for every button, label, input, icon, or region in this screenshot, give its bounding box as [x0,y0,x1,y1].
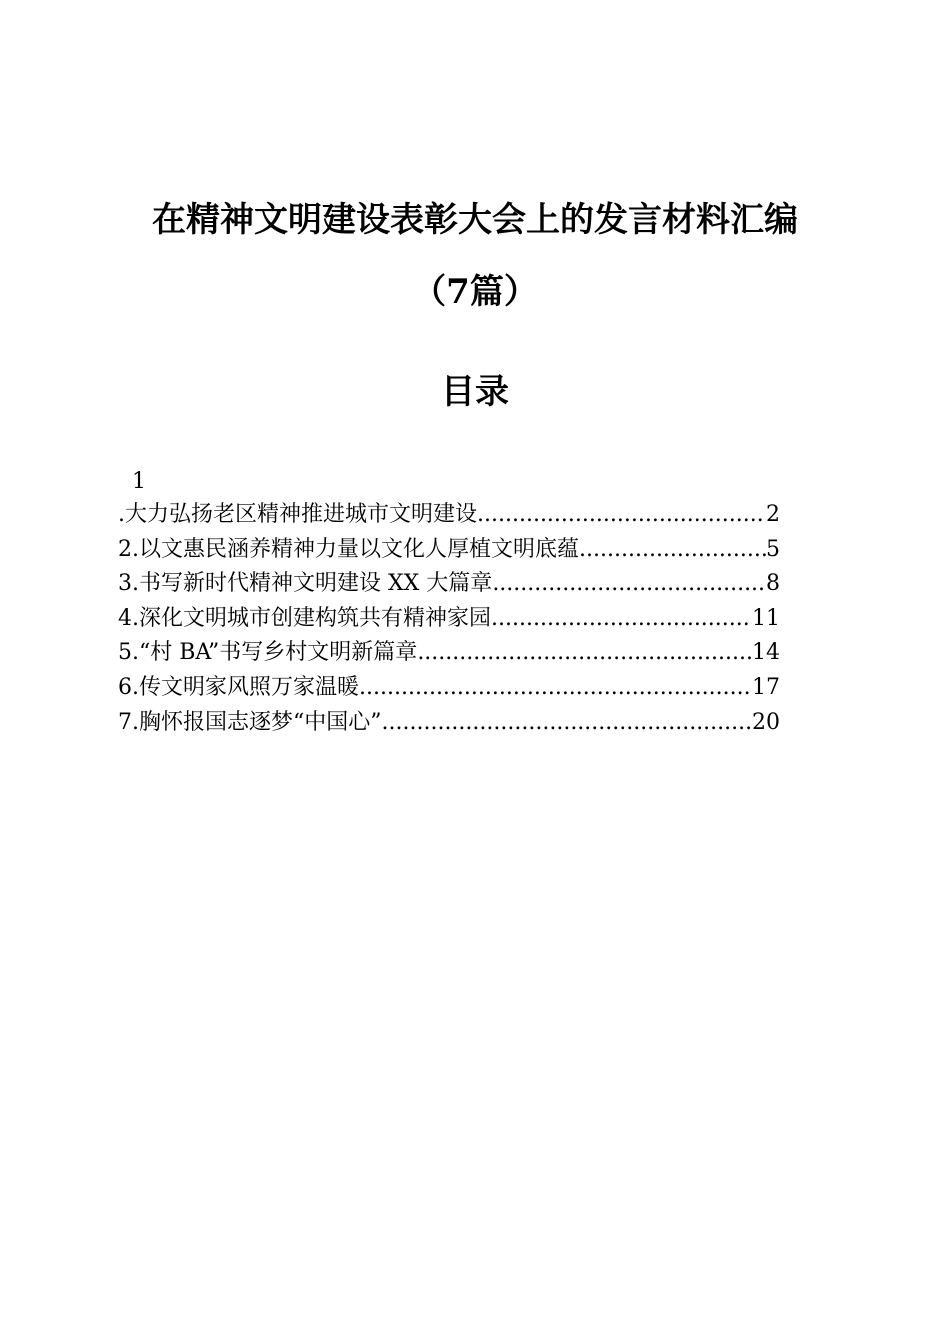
toc-dot-leader [382,706,753,741]
toc-entry-page: 14 [752,640,780,666]
toc-entry-page: 11 [752,605,780,631]
toc-heading: 目录 [441,372,509,412]
toc-dot-leader [359,671,752,706]
toc-first-entry-number: 1 [132,469,146,494]
document-subtitle: （7篇） [412,272,538,312]
toc-entry-title: 以文惠民涵养精神力量以文化人厚植文明底蕴 [139,536,580,562]
toc-entry-title: .大力弘扬老区精神推进城市文明建设 [118,502,477,527]
toc-dot-leader [477,498,766,533]
toc-entry-4[interactable] [118,602,780,637]
document-title: 在精神文明建设表彰大会上的发言材料汇编 [152,200,798,240]
toc-entry-title: 传文明家风照万家温暖 [139,674,360,700]
toc-entry-3[interactable] [118,567,780,602]
toc-entry-number: 3. [118,571,139,597]
toc-entry-1[interactable] [118,498,780,533]
toc-dot-leader [491,602,752,637]
toc-entry-2[interactable] [118,533,780,568]
toc-entry-title: 胸怀报国志逐梦“中国心” [139,709,382,735]
toc-entry-5[interactable] [118,636,780,671]
toc-entry-title: 深化文明城市创建构筑共有精神家园 [139,605,492,631]
toc-entry-page: 8 [766,571,780,597]
toc-entry-page: 17 [752,674,780,700]
toc-dot-leader [417,636,752,671]
toc-entry-number: 4. [118,605,139,631]
toc-entry-number: 2. [118,536,139,562]
toc-entry-number: 6. [118,674,139,700]
toc-entry-page: 20 [752,709,780,735]
toc-dot-leader [579,533,766,568]
toc-entry-7[interactable] [118,706,780,741]
toc-entry-title: “村 BA”书写乡村文明新篇章 [139,640,418,666]
toc-entry-page: 5 [766,536,780,562]
toc-entry-6[interactable] [118,671,780,706]
toc-dot-leader [492,567,766,602]
toc-entry-title: 书写新时代精神文明建设 XX 大篇章 [139,571,493,597]
toc-entry-number: 5. [118,640,139,666]
toc-entry-page: 2 [766,502,780,527]
table-of-contents [118,466,780,740]
toc-entry-number: 7. [118,709,139,735]
